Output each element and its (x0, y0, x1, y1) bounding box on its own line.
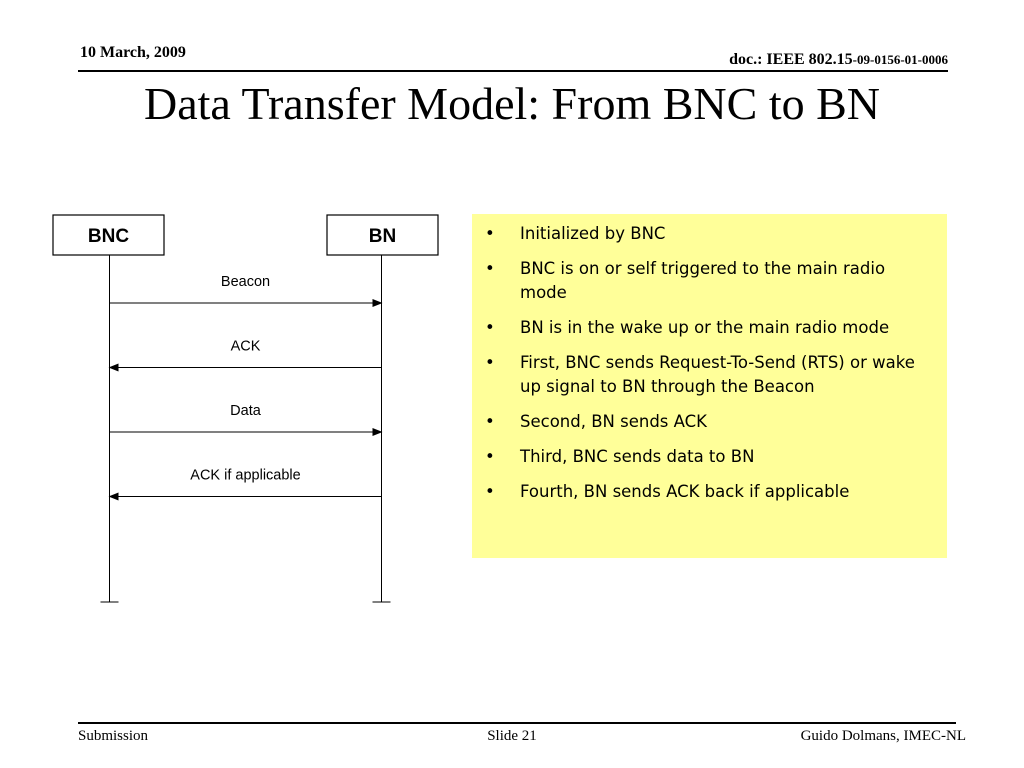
bullet-list (482, 222, 937, 504)
header-date: 10 March, 2009 (80, 44, 186, 61)
message-label: Data (230, 403, 261, 419)
footer-author: Guido Dolmans, IMEC-NL (800, 728, 966, 744)
slide-title: Data Transfer Model: From BNC to BN (144, 78, 880, 129)
header-doc-id (729, 51, 948, 69)
sequence-diagram (0, 0, 470, 620)
bullet-item: • First, BNC sends Request-To-Send (RTS) or wake up signal to BN through the Beacon (482, 351, 937, 399)
message-label: ACK if applicable (190, 467, 301, 484)
doc-id-suffix: -09-0156-01-0006 (852, 52, 948, 67)
bullet-box (472, 214, 947, 558)
bullet-item: • Initialized by BNC (482, 222, 937, 246)
message-label: ACK (230, 338, 261, 355)
node-label-bnc: BNC (87, 226, 130, 247)
node-label-bn: BN (368, 226, 397, 247)
bullet-item: • BN is in the wake up or the main radio mode (482, 316, 937, 340)
bullet-item: • BNC is on or self triggered to the main radio mode (482, 257, 937, 305)
doc-id-main: doc.: IEEE 802.15 (729, 51, 853, 68)
footer-slide-number: Slide 21 (487, 728, 537, 744)
bullet-item: • Second, BN sends ACK (482, 410, 937, 434)
footer-submission: Submission (78, 728, 149, 744)
bullet-item: • Third, BNC sends data to BN (482, 445, 937, 469)
message-label: Beacon (220, 274, 271, 290)
bullet-item: • Fourth, BN sends ACK back if applicable (482, 480, 937, 504)
footer-rule (78, 722, 956, 724)
